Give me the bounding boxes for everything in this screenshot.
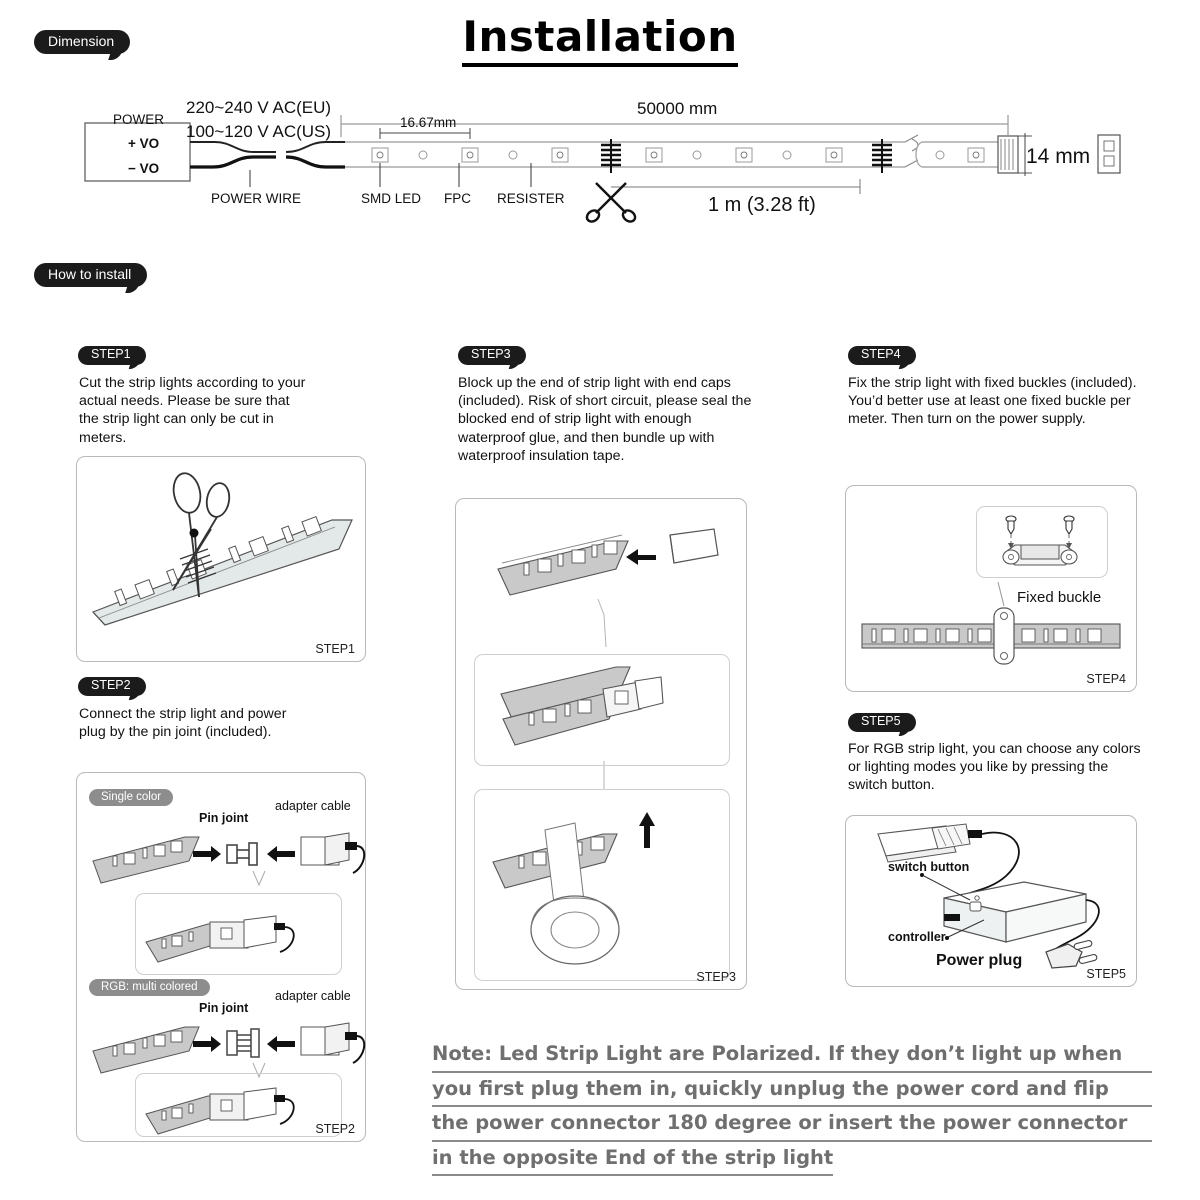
total-length-label: 50000 mm	[637, 99, 718, 118]
adapter-cable-label-single: adapter cable	[275, 799, 351, 813]
leader-lines	[0, 95, 700, 235]
rgb-label: RGB: multi colored	[89, 979, 210, 996]
step4-panel	[845, 485, 1137, 692]
step1-panel-tag: STEP1	[315, 642, 355, 656]
step2-single-inner-panel	[135, 893, 342, 975]
power-label: POWER	[113, 112, 165, 127]
smd-led-label: SMD LED	[361, 191, 422, 206]
step2-badge-label: STEP2	[78, 677, 146, 696]
voltage-us-label: 100~120 V AC(US)	[186, 122, 332, 141]
step2-badge	[78, 676, 146, 696]
dimension-badge-label: Dimension	[34, 30, 130, 54]
step1-illustration	[77, 457, 365, 661]
step3-panel-tag: STEP3	[696, 970, 736, 984]
power-plug-label: Power plug	[936, 952, 1023, 969]
step2-panel-tag: STEP2	[315, 1122, 355, 1136]
buckle-detail	[977, 507, 1107, 577]
step5-panel	[845, 815, 1137, 987]
step5-badge	[848, 712, 916, 732]
step2-rgb-inner-panel	[135, 1073, 342, 1137]
minus-vo-label: − VO	[128, 161, 160, 176]
step3-tape	[475, 790, 729, 980]
step1-badge-label: STEP1	[78, 346, 146, 365]
cut-length-label: 1 m (3.28 ft)	[708, 194, 816, 216]
power-wire-label: POWER WIRE	[211, 191, 301, 206]
dimension-diagram	[0, 95, 1200, 235]
pitch-label: 16.67mm	[400, 115, 457, 130]
pin-joint-label-rgb: Pin joint	[199, 1001, 249, 1015]
step5-description: For RGB strip light, you can choose any colors or lighting modes you like by pressing the switch button.	[848, 741, 1141, 794]
resister-label: RESISTER	[497, 191, 565, 206]
step3-badge-label: STEP3	[458, 346, 526, 365]
step3-panel	[455, 498, 747, 990]
width-label: 14 mm	[1026, 145, 1091, 168]
page-title	[0, 12, 1200, 61]
how-to-install-label: How to install	[34, 263, 147, 287]
step1-badge	[78, 345, 146, 365]
step3-capped-inner-panel	[474, 654, 730, 766]
step4-badge	[848, 345, 916, 365]
step3-capped	[475, 655, 729, 765]
step4-panel-tag: STEP4	[1086, 672, 1126, 686]
switch-button-label: switch button	[888, 860, 970, 874]
step3-badge	[458, 345, 526, 365]
note-line-4: in the opposite End of the strip light	[432, 1142, 833, 1177]
step2-single-joined	[136, 894, 341, 974]
fpc-label: FPC	[444, 191, 471, 206]
plus-vo-label: + VO	[128, 136, 160, 151]
controller-label: controller	[888, 930, 946, 944]
step5-panel-tag: STEP5	[1086, 967, 1126, 981]
step1-panel	[76, 456, 366, 662]
step4-badge-label: STEP4	[848, 346, 916, 365]
step3-description: Block up the end of strip light with end caps (included). Risk of short circuit, please seal the blocked end of strip light with enough waterproof glue, and then bundle up with waterproof insulation tape.	[458, 375, 752, 464]
bottom-note	[432, 1038, 1152, 1176]
step4-description: Fix the strip light with fixed buckles (included). You’d better use at least one fixed buckle per meter. Then turn on the power supply.	[848, 375, 1137, 428]
page-title-text: Installation	[462, 12, 737, 67]
voltage-eu-label: 220~240 V AC(EU)	[186, 98, 332, 117]
step2-panel	[76, 772, 366, 1142]
note-line-3: the power connector 180 degree or insert the power connector	[432, 1107, 1152, 1142]
step4-buckle-inner-panel	[976, 506, 1108, 578]
step5-badge-label: STEP5	[848, 713, 916, 732]
step1-description: Cut the strip lights according to your actual needs. Please be sure that the strip light can only be cut in meters.	[79, 375, 306, 446]
step3-tape-inner-panel	[474, 789, 730, 981]
note-line-1: Note: Led Strip Light are Polarized. If they don’t light up when	[432, 1038, 1152, 1073]
fixed-buckle-callout: Fixed buckle	[1017, 589, 1102, 606]
step2-rgb-joined	[136, 1074, 341, 1136]
how-to-install-badge	[34, 263, 147, 287]
note-line-2: you first plug them in, quickly unplug the power cord and flip	[432, 1073, 1152, 1108]
single-color-label: Single color	[89, 789, 173, 806]
adapter-cable-label-rgb: adapter cable	[275, 989, 351, 1003]
pin-joint-label-single: Pin joint	[199, 811, 249, 825]
step2-description: Connect the strip light and power plug by the pin joint (included).	[79, 706, 287, 741]
